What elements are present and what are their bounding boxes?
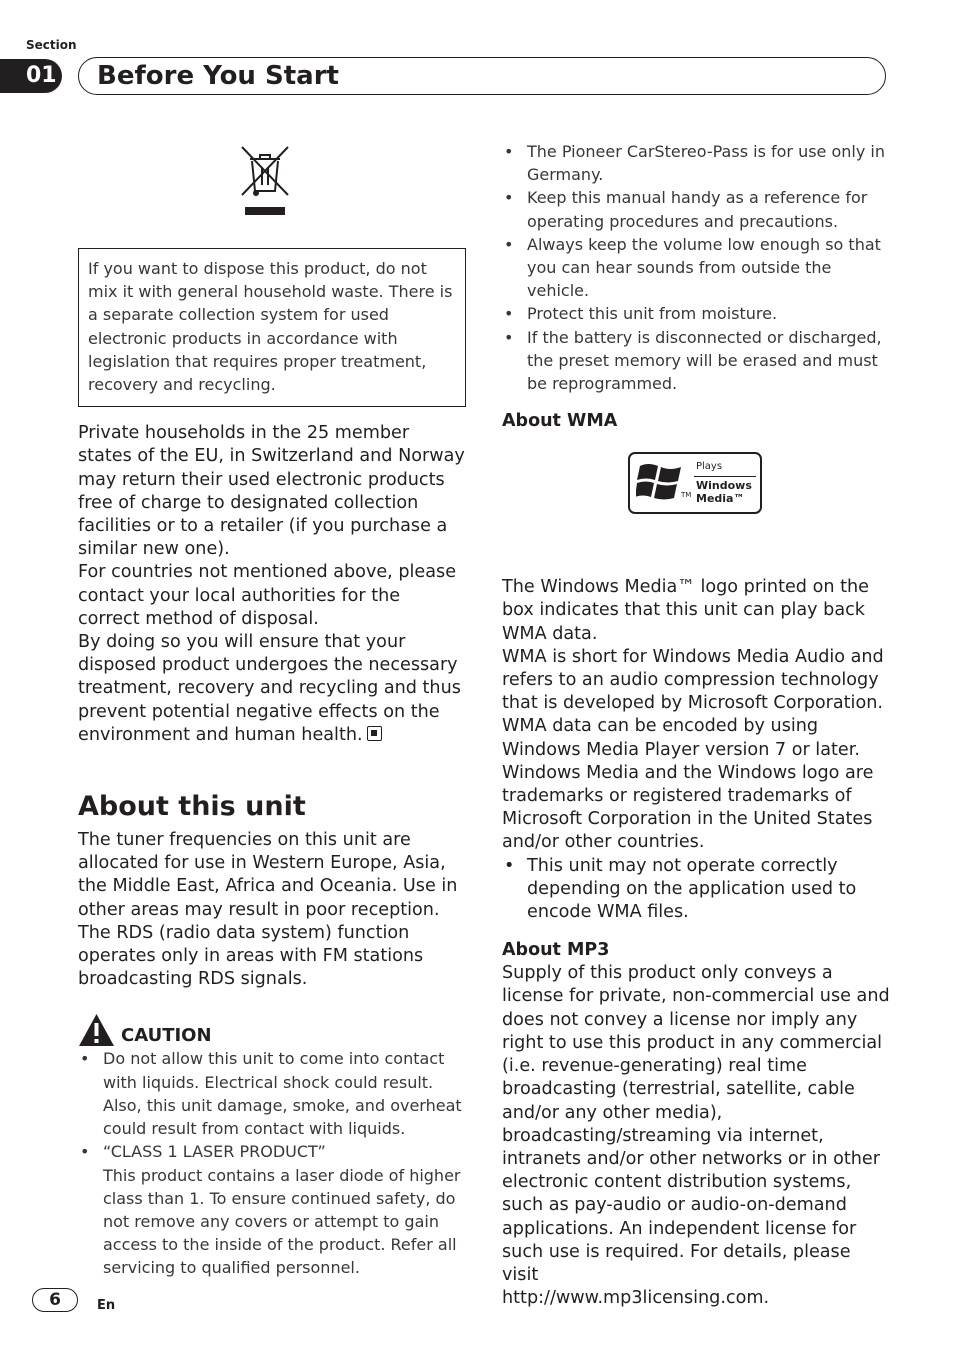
logo-wordmark: [696, 479, 752, 505]
warning-triangle-icon: [78, 1013, 115, 1047]
caution-item: • Do not allow this unit to come into contact with liquids. Electrical shock could result. Also, this unit damage, smoke, and overheat could result from contact with liquids.: [78, 1047, 466, 1140]
end-mark-icon: [367, 726, 382, 741]
precaution-item: • The Pioneer CarStereo-Pass is for use only in Germany.: [502, 140, 892, 186]
left-column: [78, 140, 466, 1280]
page-title: Before You Start: [97, 61, 339, 91]
precaution-item: • If the battery is disconnected or discharged, the preset memory will be erased and must be reprogrammed.: [502, 326, 892, 396]
right-column: [502, 140, 892, 1310]
ensure-text: By doing so you will ensure that your disposed product undergoes the necessary treatment, recovery and recycling and thus prevent potential negative effects on the environment and human health.: [78, 632, 461, 745]
households-paragraph: Private households in the 25 member states of the EU, in Switzerland and Norway may return their used electronic products free of charge to designated collection facilities or to a retailer (if you purchase a similar new one).: [78, 423, 465, 560]
about-unit-paragraph: The tuner frequencies on this unit are allocated for use in Western Europe, Asia, the Middle East, Africa and Oceania. Use in other areas may result in poor reception. The RDS (radio data system) function operates only in areas with FM stations broadcasting RDS signals.: [78, 830, 458, 990]
weee-symbol: [78, 140, 466, 220]
precaution-item: • Protect this unit from moisture.: [502, 302, 892, 325]
wma-paragraph-3: Windows Media and the Windows logo are trademarks or registered trademarks of Microsoft Corporation in the United States and/or other countries.: [502, 762, 874, 853]
precaution-item: • Keep this manual handy as a reference for operating procedures and precautions.: [502, 186, 892, 232]
mp3-license-url[interactable]: http://www.mp3licensing.com.: [502, 1288, 770, 1309]
caution-label: CAUTION: [121, 1025, 212, 1047]
caution-header: [78, 1009, 466, 1047]
caution-list: [78, 1047, 466, 1163]
precaution-list: [502, 140, 892, 395]
logo-windows: Windows: [696, 479, 752, 493]
section-title-box: [78, 57, 886, 95]
mp3-paragraph: Supply of this product only conveys a license for private, non-commercial use and does not convey a license nor imply any right to use this product in any commercial (i.e. revenue-generating) real time broadcasting (terrestrial, satellite, cable and/or any other media), broadcasting/streaming via internet, intranets and/or other networks or in other electronic content distribution systems, such as pay-audio or audio-on-demand applications. An independent license for such use is required. For details, please visit: [502, 963, 890, 1285]
laser-paragraph: This product contains a laser diode of higher class than 1. To ensure continued safety, do not remove any covers or attempt to gain access to the inside of the product. Refer all servicing to qualified personnel.: [103, 1165, 461, 1278]
wma-paragraph-1: The Windows Media™ logo printed on the box indicates that this unit can play back WMA data.: [502, 577, 869, 644]
logo-tm: TM: [681, 491, 692, 500]
caution-item: • “CLASS 1 LASER PRODUCT”: [78, 1140, 466, 1163]
precaution-item: • Always keep the volume low enough so that you can hear sounds from outside the vehicle.: [502, 233, 892, 303]
section-label: Section: [26, 38, 77, 52]
about-mp3-heading: About MP3: [502, 940, 610, 961]
other-countries-paragraph: For countries not mentioned above, please contact your local authorities for the correct method of disposal.: [78, 562, 457, 629]
section-number-tab: 01: [0, 59, 62, 93]
windows-media-logo: [628, 452, 762, 514]
page-number: 6: [32, 1288, 78, 1312]
ensure-paragraph: [78, 631, 466, 747]
logo-divider: [694, 476, 756, 477]
about-unit-heading: About this unit: [78, 791, 306, 823]
wma-bullet-list: [502, 855, 892, 925]
logo-media: Media™: [696, 492, 745, 506]
logo-plays: Plays: [696, 461, 723, 473]
windows-flag-icon: [636, 460, 684, 504]
wma-logo-area: [502, 433, 892, 576]
disposal-notice: If you want to dispose this product, do not mix it with general household waste. There is a separate collection system for used electronic products in accordance with legislation that requires proper treatment, recovery and recycling.: [78, 248, 466, 407]
about-wma-heading: About WMA: [502, 411, 618, 432]
language-code: En: [97, 1298, 116, 1313]
wma-paragraph-2: WMA is short for Windows Media Audio and refers to an audio compression technology that is developed by Microsoft Corporation. WMA data can be encoded by using Windows Media Player version 7 or later.: [502, 646, 884, 760]
crossed-bin-icon: [240, 145, 290, 217]
wma-bullet: • This unit may not operate correctly depending on the application used to encode WMA files.: [502, 855, 892, 925]
